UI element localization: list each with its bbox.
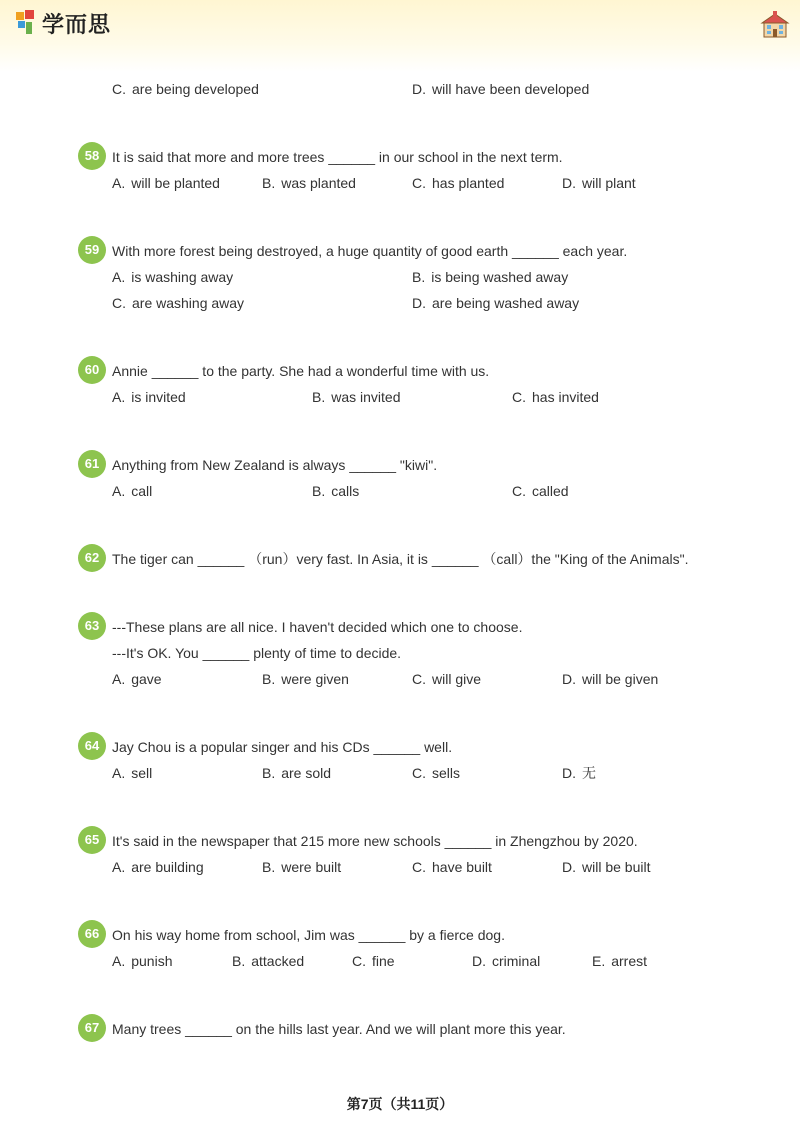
option-text: sells	[432, 765, 461, 781]
answer-option	[112, 388, 186, 406]
answer-option	[312, 388, 401, 406]
question-number-badge: 64	[78, 732, 106, 760]
question-text: With more forest being destroyed, a huge quantity of good earth ______ each year.	[112, 243, 628, 259]
question-number-badge: 66	[78, 920, 106, 948]
brand-name: 学而思	[42, 12, 112, 38]
answer-option	[262, 670, 349, 688]
option-letter: B.	[312, 389, 326, 405]
question-number-badge: 63	[78, 612, 106, 640]
school-building-icon	[760, 10, 790, 40]
option-letter: A.	[112, 671, 126, 687]
option-letter: D.	[412, 295, 426, 311]
option-text: were built	[281, 859, 342, 875]
question-text: Anything from New Zealand is always ______ "kiwi".	[112, 457, 438, 473]
answer-option	[512, 482, 569, 500]
answer-option	[412, 858, 492, 876]
option-text: was planted	[281, 175, 356, 191]
answer-option	[412, 268, 568, 286]
option-text: gave	[131, 671, 162, 687]
option-letter: E.	[592, 953, 606, 969]
answer-option	[262, 764, 331, 782]
option-text: attacked	[251, 953, 305, 969]
option-text: will be planted	[131, 175, 220, 191]
option-text: 无	[582, 765, 596, 781]
option-text: call	[131, 483, 153, 499]
answer-option	[262, 174, 356, 192]
option-letter: C.	[412, 671, 426, 687]
answer-option	[412, 670, 481, 688]
option-letter: C.	[512, 483, 526, 499]
option-letter: A.	[112, 389, 126, 405]
answer-option	[232, 952, 304, 970]
option-letter: C.	[112, 81, 126, 97]
answer-option	[562, 670, 658, 688]
question-number-badge: 61	[78, 450, 106, 478]
option-text: are building	[131, 859, 204, 875]
option-letter: B.	[412, 269, 426, 285]
option-text: is invited	[131, 389, 186, 405]
answer-option	[412, 294, 579, 312]
option-letter: D.	[562, 765, 576, 781]
option-letter: B.	[262, 671, 276, 687]
answer-option	[112, 294, 244, 312]
option-text: fine	[372, 953, 395, 969]
question-text: It is said that more and more trees ______ in our school in the next term.	[112, 149, 563, 165]
answer-option	[112, 858, 204, 876]
question-number-badge: 67	[78, 1014, 106, 1042]
page-header	[0, 0, 800, 72]
option-letter: C.	[512, 389, 526, 405]
option-letter: B.	[262, 765, 276, 781]
option-letter: C.	[412, 765, 426, 781]
option-text: are being developed	[132, 81, 259, 97]
question-number-badge: 60	[78, 356, 106, 384]
option-letter: D.	[472, 953, 486, 969]
option-letter: B.	[232, 953, 246, 969]
option-letter: C.	[112, 295, 126, 311]
option-letter: C.	[412, 175, 426, 191]
page-footer: 第7页（共11页）	[346, 1096, 454, 1112]
brand-mark-icon	[16, 10, 38, 36]
option-text: will give	[432, 671, 482, 687]
option-text: have built	[432, 859, 492, 875]
answer-option	[562, 858, 650, 876]
option-text: will plant	[582, 175, 636, 191]
question-text: ---It's OK. You ______ plenty of time to decide.	[112, 645, 402, 661]
answer-option	[412, 80, 589, 98]
option-letter: B.	[312, 483, 326, 499]
answer-option	[592, 952, 647, 970]
option-letter: C.	[352, 953, 366, 969]
question-number-badge: 58	[78, 142, 106, 170]
option-text: are being washed away	[432, 295, 580, 311]
option-text: is washing away	[131, 269, 234, 285]
option-text: sell	[131, 765, 153, 781]
option-text: criminal	[492, 953, 541, 969]
option-letter: D.	[562, 671, 576, 687]
question-text: It's said in the newspaper that 215 more new schools ______ in Zhengzhou by 2020.	[112, 833, 638, 849]
answer-option	[112, 174, 220, 192]
option-letter: A.	[112, 269, 126, 285]
answer-option	[112, 268, 233, 286]
answer-option	[412, 174, 504, 192]
option-text: will be built	[582, 859, 651, 875]
option-text: arrest	[611, 953, 648, 969]
question-number-badge: 59	[78, 236, 106, 264]
answer-option	[112, 80, 259, 98]
answer-option	[412, 764, 460, 782]
option-text: has invited	[532, 389, 599, 405]
option-text: was invited	[331, 389, 401, 405]
option-text: called	[532, 483, 569, 499]
option-letter: D.	[562, 859, 576, 875]
option-text: are sold	[281, 765, 332, 781]
answer-option	[472, 952, 540, 970]
option-letter: D.	[562, 175, 576, 191]
question-text: The tiger can ______ （run）very fast. In Asia, it is ______ （call）the "King of the Animals".	[112, 551, 689, 567]
option-text: are washing away	[132, 295, 245, 311]
option-text: calls	[331, 483, 360, 499]
option-letter: A.	[112, 765, 126, 781]
question-text: Jay Chou is a popular singer and his CDs ______ well.	[112, 739, 453, 755]
answer-option	[112, 952, 173, 970]
answer-option	[512, 388, 599, 406]
question-text: Annie ______ to the party. She had a wonderful time with us.	[112, 363, 490, 379]
question-text: Many trees ______ on the hills last year. And we will plant more this year.	[112, 1021, 566, 1037]
option-text: will be given	[582, 671, 659, 687]
option-letter: B.	[262, 859, 276, 875]
answer-option	[262, 858, 341, 876]
option-letter: A.	[112, 483, 126, 499]
answer-option	[112, 764, 152, 782]
option-letter: A.	[112, 175, 126, 191]
option-text: is being washed away	[431, 269, 569, 285]
answer-option	[112, 670, 162, 688]
option-letter: A.	[112, 953, 126, 969]
question-text: ---These plans are all nice. I haven't decided which one to choose.	[112, 619, 523, 635]
answer-option	[562, 764, 596, 782]
answer-option	[562, 174, 636, 192]
question-number-badge: 65	[78, 826, 106, 854]
option-letter: D.	[412, 81, 426, 97]
option-letter: C.	[412, 859, 426, 875]
option-text: will have been developed	[432, 81, 590, 97]
option-text: punish	[131, 953, 173, 969]
answer-option	[112, 482, 152, 500]
answer-option	[312, 482, 359, 500]
option-text: were given	[281, 671, 349, 687]
brand-logo	[16, 8, 111, 38]
question-text: On his way home from school, Jim was ______ by a fierce dog.	[112, 927, 505, 943]
question-number-badge: 62	[78, 544, 106, 572]
answer-option	[352, 952, 395, 970]
option-text: has planted	[432, 175, 505, 191]
option-letter: A.	[112, 859, 126, 875]
option-letter: B.	[262, 175, 276, 191]
